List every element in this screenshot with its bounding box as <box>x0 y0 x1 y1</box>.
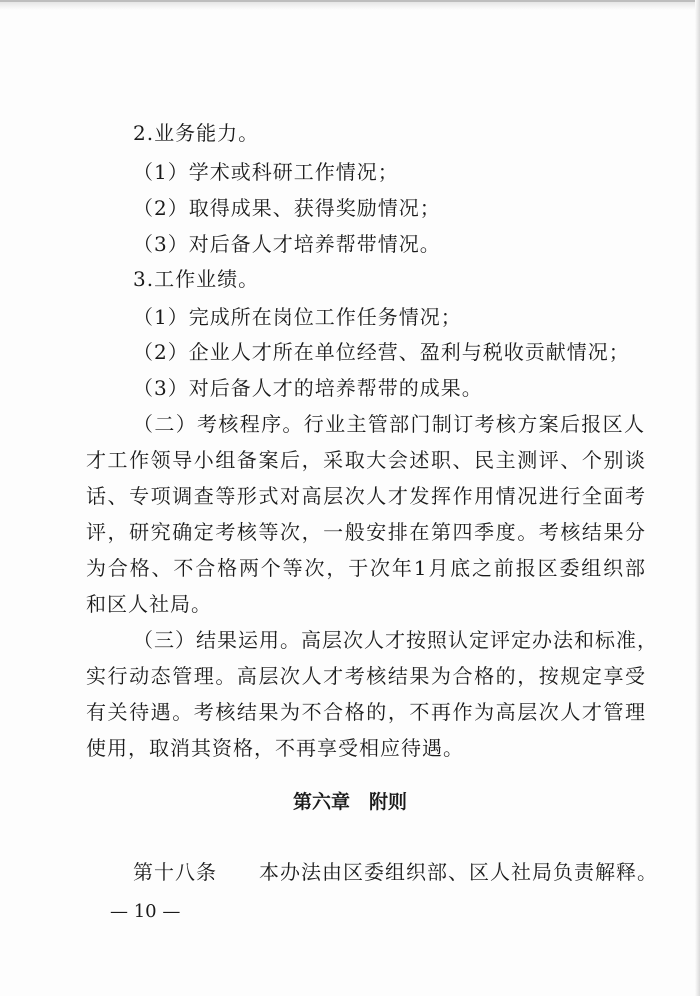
paragraph-line: 话、专项调查等形式对高层次人才发挥作用情况进行全面考 <box>86 484 646 508</box>
paragraph-line: 评，研究确定考核等次，一般安排在第四季度。考核结果分 <box>86 520 646 544</box>
text-line: （2）取得成果、获得奖励情况； <box>133 196 441 220</box>
article-18: 第十八条 本办法由区委组织部、区人社局负责解释。 <box>133 860 658 884</box>
paragraph-line: （三）结果运用。高层次人才按照认定评定办法和标准， <box>133 628 658 652</box>
text-line: （2）企业人才所在单位经营、盈利与税收贡献情况； <box>133 340 630 364</box>
page-number: — 10 — <box>110 901 181 922</box>
paragraph-line: 才工作领导小组备案后，采取大会述职、民主测评、个别谈 <box>86 448 646 472</box>
paragraph-line: 为合格、不合格两个等次，于次年1月底之前报区委组织部 <box>86 556 646 580</box>
paragraph-line: 和区人社局。 <box>86 592 212 616</box>
paragraph-line: 使用，取消其资格，不再享受相应待遇。 <box>86 736 464 760</box>
paragraph-line: 有关待遇。考核结果为不合格的，不再作为高层次人才管理 <box>86 700 646 724</box>
text-line: （3）对后备人才培养帮带情况。 <box>133 232 441 256</box>
paragraph-line: （二）考核程序。行业主管部门制订考核方案后报区人 <box>133 412 645 436</box>
text-line: （1）学术或科研工作情况； <box>133 160 399 184</box>
text-line: 3.工作业绩。 <box>133 267 260 291</box>
text-line: （3）对后备人才的培养帮带的成果。 <box>133 376 483 400</box>
paragraph-line: 实行动态管理。高层次人才考核结果为合格的，按规定享受 <box>86 664 646 688</box>
text-line: 2.业务能力。 <box>133 121 260 145</box>
scan-edge-top <box>0 0 700 10</box>
chapter-title: 第六章 附则 <box>292 791 407 813</box>
scan-edge-right <box>695 0 700 996</box>
text-line: （1）完成所在岗位工作任务情况； <box>133 305 462 329</box>
